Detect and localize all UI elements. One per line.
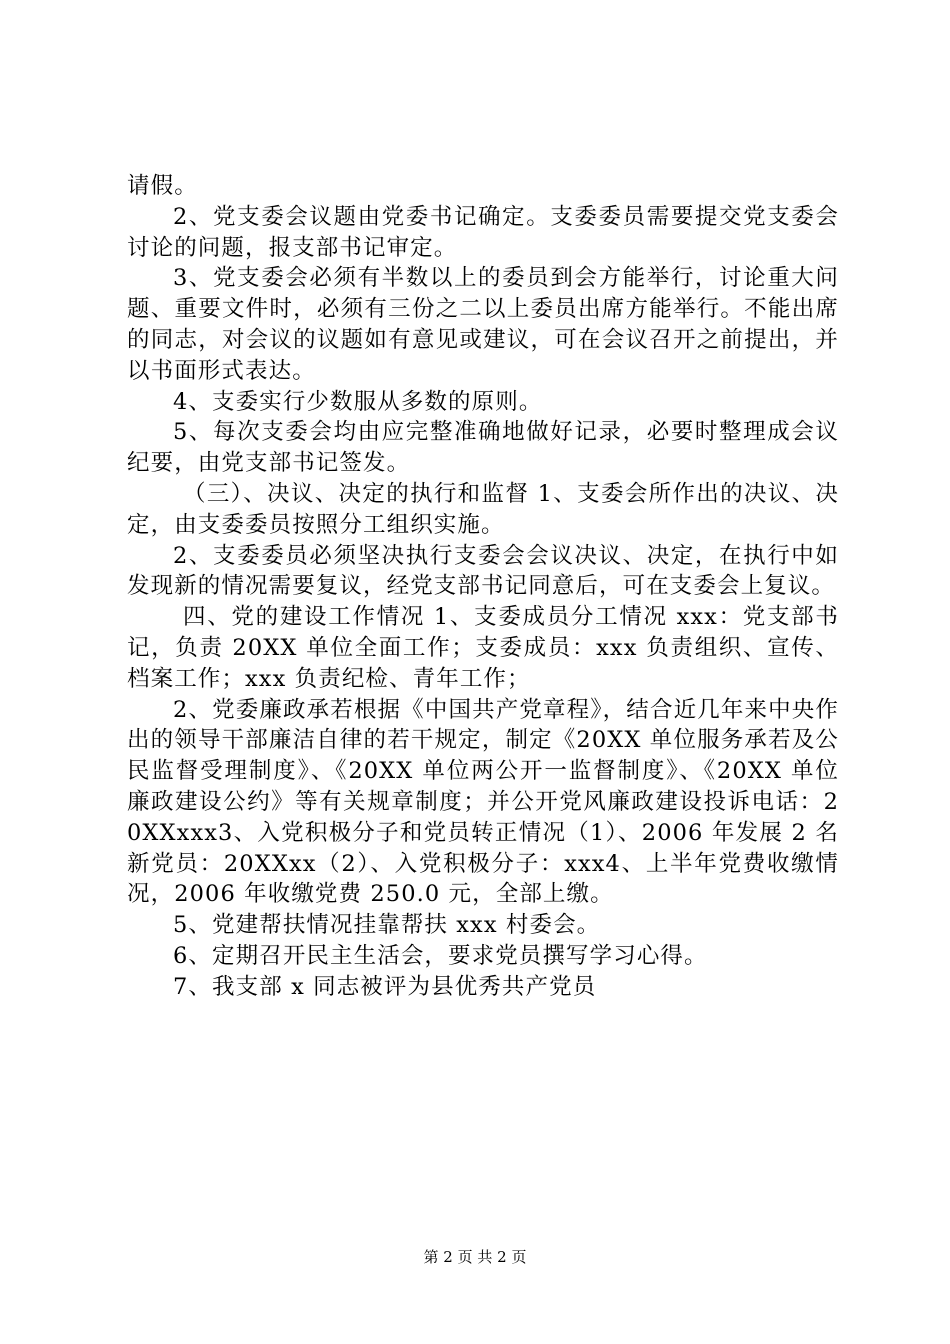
page-number-label: 第 2 页 共 2 页 xyxy=(423,1248,527,1266)
paragraph-item-4: 4、支委实行少数服从多数的原则。 xyxy=(173,388,543,415)
document-body xyxy=(127,171,839,1003)
paragraph-section-four-item-7: 7、我支部 x 同志被评为县优秀共产党员 xyxy=(173,973,597,1000)
paragraph-section-four-item-6: 6、定期召开民主生活会，要求党员撰写学习心得。 xyxy=(173,942,708,969)
paragraph-section-three-item-2: 2、支委委员必须坚决执行支委会会议决议、决定，在执行中如发现新的情况需要复议，经党支部书记同意后，可在支委会上复议。 xyxy=(127,542,839,600)
page-footer xyxy=(0,1247,950,1267)
paragraph-item-5: 5、每次支委会均由应完整准确地做好记录，必要时整理成会议纪要，由党支部书记签发。 xyxy=(127,419,839,477)
paragraph-section-four-item-2: 2、党委廉政承若根据《中国共产党章程》，结合近几年来中央作出的领导干部廉洁自律的若干规定，制定《20XX 单位服务承若及公民监督受理制度》、《20XX 单位两公开一监督制度》、《20XX 单位廉政建设公约》等有关规章制度；并公开党风廉政建设投诉电话：20XXxxx3、入党积极分子和党员转正情况（1）、2006 年发展 2 名新党员：20XXxx（2）、入党积极分子：xxx4、上半年党费收缴情况，2006 年收缴党费 250.0 元，全部上缴。 xyxy=(127,696,839,908)
paragraph-section-four: 四、党的建设工作情况 1、支委成员分工情况 xxx：党支部书记，负责 20XX 单位全面工作；支委成员：xxx 负责组织、宣传、档案工作；xxx 负责纪检、青年工作； xyxy=(127,604,839,692)
paragraph-section-four-item-5: 5、党建帮扶情况挂靠帮扶 xxx 村委会。 xyxy=(173,912,601,939)
paragraph-section-three: （三）、决议、决定的执行和监督 1、支委会所作出的决议、决定，由支委委员按照分工组织实施。 xyxy=(127,480,839,538)
paragraph-continuation: 请假。 xyxy=(127,173,198,199)
paragraph-item-2: 2、党支委会议题由党委书记确定。支委委员需要提交党支委会讨论的问题，报支部书记审定。 xyxy=(127,203,839,261)
paragraph-item-3: 3、党支委会必须有半数以上的委员到会方能举行，讨论重大问题、重要文件时，必须有三份之二以上委员出席方能举行。不能出席的同志，对会议的议题如有意见或建议，可在会议召开之前提出，并以书面形式表达。 xyxy=(127,265,839,384)
